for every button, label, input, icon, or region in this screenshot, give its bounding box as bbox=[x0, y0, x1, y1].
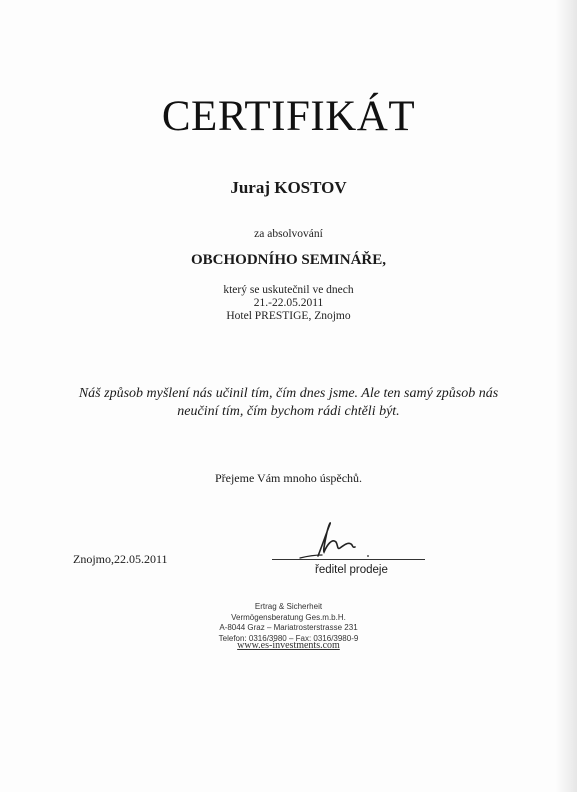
seminar-dates: 21.-22.05.2011 bbox=[253, 297, 324, 309]
seminar-heading: OBCHODNÍHO SEMINÁŘE, bbox=[190, 252, 387, 268]
wish-text: Přejeme Vám mnoho úspěchů. bbox=[214, 471, 363, 485]
place-and-date: Znojmo,22.05.2011 bbox=[73, 552, 168, 566]
company-line-3: A-8044 Graz – Mariatrosterstrasse 231 bbox=[219, 623, 358, 632]
quote bbox=[0, 385, 577, 421]
intro-text: za absolvování bbox=[254, 228, 323, 240]
quote-line-2: neučiní tím, čím bychom rádi chtěli být. bbox=[177, 404, 400, 419]
handwritten-signature bbox=[296, 512, 386, 562]
held-text: který se uskutečnil ve dnech bbox=[223, 284, 354, 296]
signature-line bbox=[272, 559, 425, 560]
quote-line-1: Náš způsob myšlení nás učinil tím, čím dnes jsme. Ale ten samý způsob nás bbox=[78, 386, 499, 401]
company-address-block bbox=[0, 602, 577, 644]
signer-role: ředitel prodeje bbox=[315, 564, 388, 576]
recipient-name: Juraj KOSTOV bbox=[230, 178, 347, 197]
company-website-link[interactable]: www.es-investments.com bbox=[237, 640, 340, 651]
seminar-venue: Hotel PRESTIGE, Znojmo bbox=[226, 310, 351, 322]
company-line-2: Vermögensberatung Ges.m.b.H. bbox=[231, 612, 346, 622]
certificate-title: CERTIFIKÁT bbox=[161, 93, 416, 140]
company-line-1: Ertrag & Sicherheit bbox=[254, 602, 323, 611]
company-line-4: Telefon: 0316/3980 – Fax: 0316/3980-9 bbox=[218, 633, 359, 643]
